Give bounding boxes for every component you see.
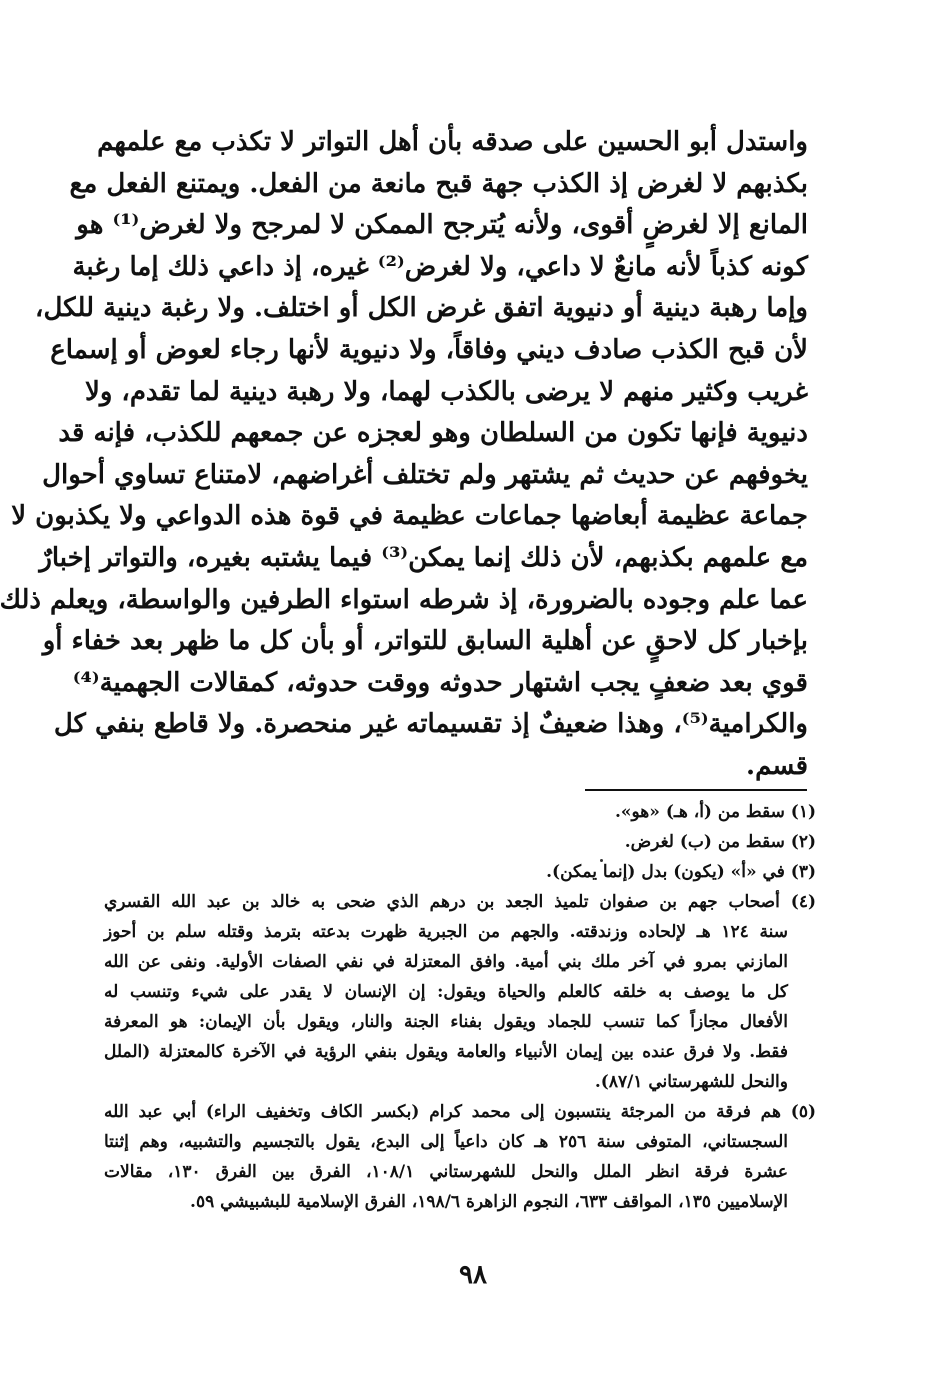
main-text-line: والكرامية⁽⁵⁾، وهذا ضعيفٌ إذ تقسيماته غير منحصرة. ولا قاطع بنفي كل [53, 709, 808, 740]
footnote-separator [585, 789, 807, 791]
main-text-line: مع علمهم بكذبهم، لأن ذلك إنما يمكن⁽³⁾ فيما يشتبه بغيره، والتواتر إخبارٌ [39, 542, 808, 573]
main-text-line: بكذبهم لا لغرض إذ الكذب جهة قبح مانعة من الفعل. ويمتنع الفعل مع [69, 168, 808, 199]
main-text-line: واستدل أبو الحسين على صدقه بأن أهل التواتر لا تكذب مع علمهم [97, 127, 808, 157]
main-text-line: كونه كذباً لأنه مانعٌ لا داعي، ولا لغرض⁽²⁾ غيره، إذ داعي ذلك إما رغبة [72, 251, 808, 282]
footnote-line: (٣) في «أ» (يكون) بدل (إنما يمكن). [546, 862, 816, 882]
footnote-2 [104, 827, 816, 857]
main-text-line: وإما رهبة دينية أو دنيوية اتفق غرض الكل أو اختلف. ولا رغبة دينية للكل، [35, 293, 808, 324]
main-text-line: المانع إلا لغرضٍ أقوى، ولأنه يُترجح الممكن لا لمرجح ولا لغرض⁽¹⁾ هو [76, 210, 808, 241]
main-text-line: غريب وكثير منهم لا يرضى بالكذب لهما، ولا رهبة دينية لما تقدم، ولا [85, 376, 808, 407]
main-text-line: جماعة عظيمة أبعاضها جماعات عظيمة في قوة هذه الدواعي ولا يكذبون لا [11, 501, 808, 532]
footnote-line: الأفعال مجازاً كما تنسب للجماد ويقول بفناء الجنة والنار، ويقول بأن الإيمان: هو المعرفة [104, 1012, 788, 1032]
footnote-1 [104, 797, 816, 827]
footnote-5 [104, 1097, 816, 1217]
footnote-line: السجستاني، المتوفى سنة ٢٥٦ هـ كان داعياً إلى البدع، يقول بالتجسيم والتشبيه، وهم إثنتا [104, 1132, 789, 1152]
main-text-block [0, 122, 808, 788]
main-text-line: قوي بعد ضعفٍ يجب اشتهار حدوثه ووقت حدوثه، كمقالات الجهمية⁽⁴⁾ [72, 667, 808, 698]
footnote-line: كل ما يوصف به خلقه كالعلم والحياة ويقول: إن الإنسان لا يقدر على شيء وتنسب له [104, 982, 788, 1002]
footnote-line: (٥) هم فرقة من المرجئة ينتسبون إلى محمد كرام (بكسر الكاف وتخفيف الراء) أبي عبد الله [104, 1102, 816, 1122]
footnote-3 [104, 857, 816, 887]
footnote-4 [104, 887, 816, 1097]
main-text-line: بإخبار كل لاحقٍ عن أهلية السابق للتواتر، أو بأن كل ما ظهر بعد خفاء أو [42, 626, 808, 657]
footnote-line: فقط. ولا فرق عنده بين إيمان الأنبياء والعامة ويقول بنفي الرؤية في الآخرة كالمعتزلة (الملل [104, 1042, 788, 1062]
main-text-line: لأن قبح الكذب صادف ديني وفاقاً، ولا دنيوية لأنها رجاء لعوض أو إسماع [50, 334, 808, 365]
footnote-line: والنحل للشهرستاني ٨٧/١). [594, 1072, 788, 1092]
footnote-line: (٢) سقط من (ب) لغرض. [624, 832, 816, 852]
footnote-line: المازني بمرو في آخر ملك بني أمية. وافق المعتزلة في نفي الصفات الأولية. ونفى عن الله [104, 952, 788, 972]
footnote-line: (١) سقط من (أ، هـ) «هو». [614, 802, 816, 822]
main-text-line: قسم. [746, 750, 808, 781]
main-text-line: دنيوية فإنها تكون من السلطان وهو لعجزه عن جمعهم للكذب، فإنه قد [58, 418, 808, 449]
main-text-line: عما علم وجوده بالضرورة، إذ شرطه استواء الطرفين والواسطة، ويعلم ذلك [0, 584, 808, 615]
footnote-line: سنة ١٢٤ هـ لإلحاده وزندقته. والجهم من الجبرية ظهرت بدعته بترمذ وقتله سلم بن أحوز [104, 922, 788, 942]
page-number: ٩٨ [459, 1260, 487, 1290]
footnote-line: الإسلاميين ١٣٥، المواقف ٦٣٣، النجوم الزاهرة ١٩٨/٦، الفرق الإسلامية للبشبيشي ٥٩. [190, 1192, 788, 1212]
main-text-line: يخوفهم عن حديث ثم يشتهر ولم تختلف أغراضهم، لامتناع تساوي أحوال [42, 459, 808, 490]
footnote-line: (٤) أصحاب جهم بن صفوان تلميذ الجعد بن درهم الذي ضحى به خالد بن عبد الله القسري [104, 892, 816, 912]
footnote-line: عشرة فرقة انظر الملل والنحل للشهرستاني ١٠٨/١، الفرق بين الفرق ١٣٠، مقالات [104, 1162, 788, 1182]
footnotes-block [104, 797, 816, 1217]
